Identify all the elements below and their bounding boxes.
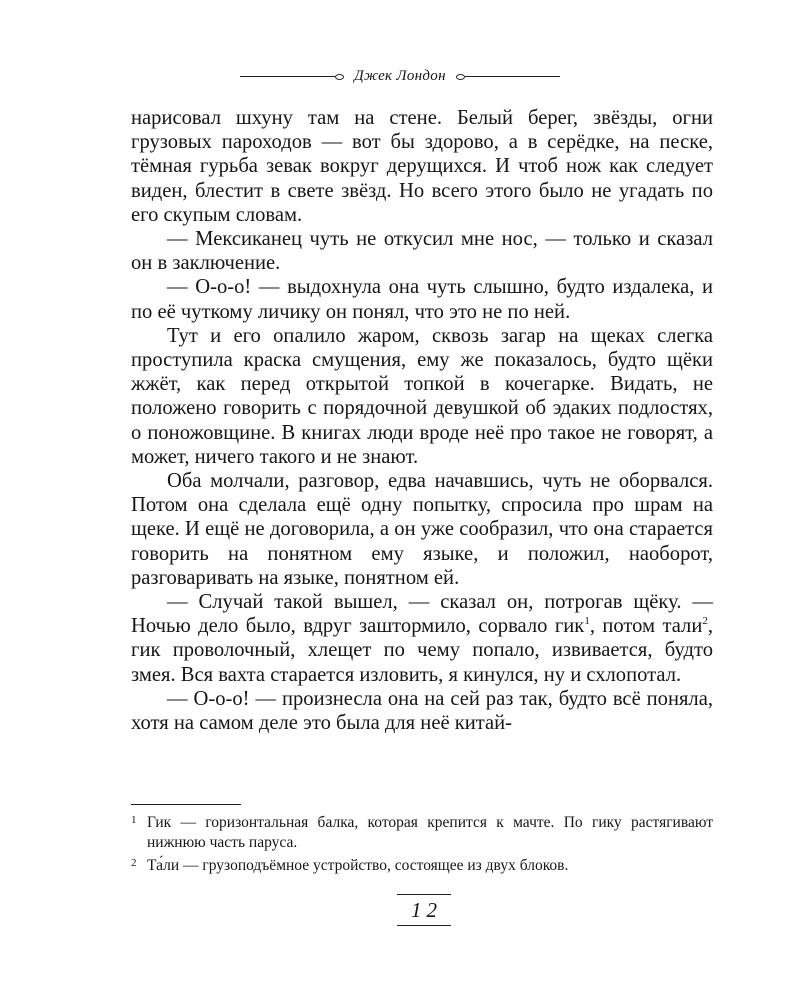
- folio-rule-bottom: [397, 925, 451, 926]
- paragraph: — Мексиканец чуть не откусил мне нос, — только и сказал он в заключение.: [131, 228, 713, 275]
- page-number: 12: [411, 898, 442, 922]
- paragraph: [131, 590, 713, 687]
- footnote-ref[interactable]: 1: [584, 615, 590, 628]
- footnote-text: Гик — горизонтальная балка, которая крепится к мачте. По гику растягивают нижнюю часть паруса.: [147, 814, 713, 851]
- paragraph: — О-о-о! — выдохнула она чуть слышно, будто издалека, и по её чуткому личику он понял, что это не по ней.: [131, 276, 713, 323]
- paragraph: Оба молчали, разговор, едва начавшись, чуть не оборвался. Потом она сделала ещё одну попытку, спросила про шрам на щеке. И ещё не договорила, а он уже сообразил, что она старается говорить на понятном ему языке, и положил, наоборот, разговаривать на языке, понятном ей.: [131, 470, 713, 589]
- paragraph: — О-о-о! — произнесла она на сей раз так, будто всё поняла, хотя на самом деле это была для неё китай-: [131, 687, 713, 735]
- paragraph-text: , гик проволочный, хлещет по чему попало, извивается, будто змея. Вся вахта старается изловить, я кинулся, ну и схлопотал.: [131, 615, 713, 686]
- footnote-mark: 1: [131, 814, 137, 826]
- header-rule-left: [240, 74, 344, 80]
- footnote-ref[interactable]: 2: [702, 615, 708, 628]
- paragraph: Тут и его опалило жаром, сквозь загар на щеках слегка проступила краска смущения, ему же показалось, будто щёки жжёт, как перед открытой топкой в кочегарке. Видать, не положено говорить с порядочной девушкой об эдаких подлостях, о поножовщине. В книгах люди вроде неё про такое не говорят, а может, ничего такого и не знают.: [131, 324, 713, 468]
- paragraph: нарисовал шхуну там на стене. Белый берег, звёзды, огни грузовых пароходов — вот бы здорово, а в серёдке, на песке, тёмная гурьба зевак вокруг дерущихся. И чтоб нож как следует виден, блестит в свете звёзд. Но всего этого было не угадать по его скупым словам.: [131, 107, 713, 226]
- footnote-separator: [131, 804, 241, 805]
- footnote: [131, 810, 713, 853]
- page-folio: [393, 894, 455, 926]
- header-rule-right: [456, 74, 560, 80]
- footnote: [131, 853, 713, 876]
- footnotes: [131, 810, 713, 876]
- paragraph-text: , потом тали: [589, 615, 703, 638]
- main-text: [131, 106, 713, 735]
- footnote-text: Та́ли — грузоподъёмное устройство, состоящее из двух блоков.: [147, 857, 569, 874]
- running-header: [0, 68, 800, 85]
- footnote-mark: 2: [131, 857, 137, 869]
- running-header-author: Джек Лондон: [354, 68, 446, 84]
- paragraph-text: — Случай такой вышел, — сказал он, потрогав щёку. — Ночью дело было, вдруг заштормило, сорвало гик: [131, 591, 713, 638]
